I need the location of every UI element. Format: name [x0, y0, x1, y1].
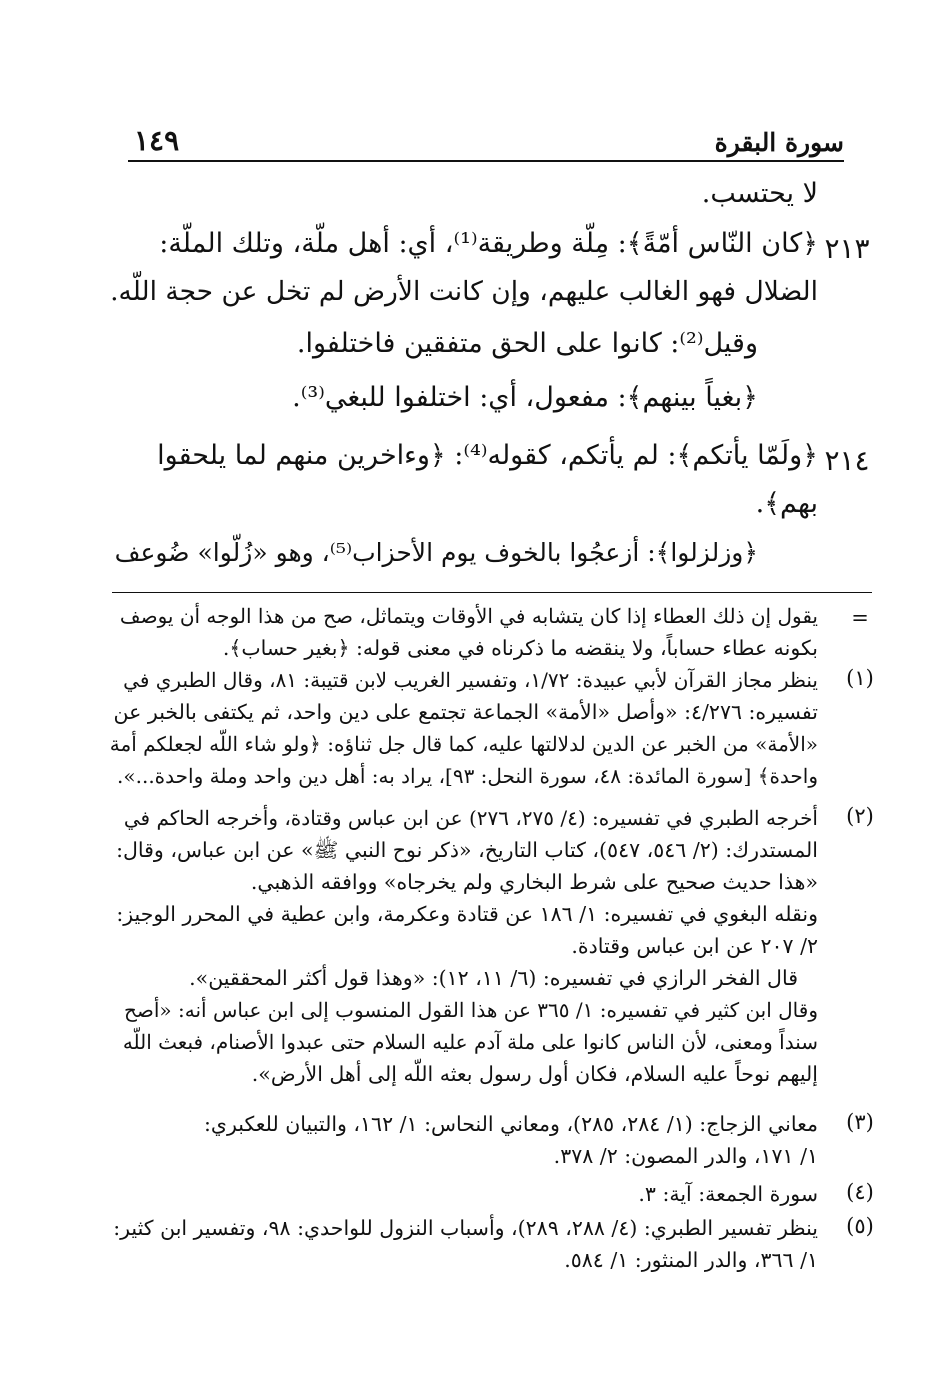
footnote-3-line-2: ١/ ١٧١، والدر المصون: ٢/ ٣٧٨. — [553, 1144, 818, 1168]
footnote-2-line-2: المستدرك: (٢/ ٥٤٦، ٥٤٧)، كتاب التاريخ، «ذكر نوح النبي ﷺ» عن ابن عباس، وقال: — [116, 838, 818, 862]
footnote-3-line-1: معاني الزجاج: (١/ ٢٨٤، ٢٨٥)، ومعاني النحاس: ١/ ١٦٢، والتبيان للعكبري: — [204, 1112, 818, 1136]
verse-214-line-1: ﴿ولَمّا يأتكم﴾: لم يأتكم، كقوله⁽⁴⁾: ﴿وءاخرين منهم لما يلحقوا — [157, 440, 818, 471]
footnote-2-number: (٢) — [846, 804, 874, 828]
footnote-1-line-4: واحدة﴾ [سورة المائدة: ٤٨، سورة النحل: ٩٣]، يراد به: أهل دين واحد وملة واحدة...». — [117, 764, 818, 788]
footnote-2-line-8: سنداً ومعنى، لأن الناس كانوا على ملة آدم عليه السلام حتى عبدوا الأصنام، فبعث اللّه — [122, 1030, 818, 1054]
footnote-2-line-4: ونقله البغوي في تفسيره: ١/ ١٨٦ عن قتادة وعكرمة، وابن عطية في المحرر الوجيز: — [116, 902, 818, 926]
page-number: ١٤٩ — [134, 124, 180, 157]
footnote-separator — [112, 592, 872, 593]
footnote-5-number: (٥) — [846, 1214, 874, 1238]
surah-title: سورة البقرة — [714, 128, 844, 157]
footnote-2-line-9: إليهم نوحاً عليه السلام، فكان أول رسول بعثه اللّه إلى أهل الأرض». — [251, 1062, 818, 1086]
footnote-5-line-1: ينظر تفسير الطبري: (٤/ ٢٨٨، ٢٨٩)، وأسباب النزول للواحدي: ٩٨، وتفسير ابن كثير: — [113, 1216, 818, 1240]
footnote-2-line-6: قال الفخر الرازي في تفسيره: (٦/ ١١، ١٢): «وهذا قول أكثر المحققين». — [189, 966, 798, 990]
body-line-0: لا يحتسب. — [701, 178, 818, 209]
header-rule — [128, 160, 844, 162]
verse-number-214: ٢١٤ — [824, 444, 870, 477]
footnote-2-line-1: أخرجه الطبري في تفسيره: (٤/ ٢٧٥، ٢٧٦) عن ابن عباس وقتادة، وأخرجه الحاكم في — [123, 806, 818, 830]
footnote-cont-line-2: بكونه عطاء حساباً، ولا ينقضه ما ذكرناه في معنى قوله: ﴿بغير حساب﴾. — [222, 636, 818, 660]
footnote-3-number: (٣) — [846, 1110, 874, 1134]
running-header — [128, 118, 844, 162]
footnote-1-line-2: تفسيره: ٤/٢٧٦: «وأصل «الأمة» الجماعة تجتمع على دين واحد، ثم يكتفى بالخبر عن — [113, 700, 818, 724]
verse-214-line-3: ﴿وزلزلوا﴾: أزعجُوا بالخوف يوم الأحزاب⁽⁵⁾، وهو «زُلّوا» ضُوعف — [114, 538, 758, 567]
footnote-1-line-1: ينظر مجاز القرآن لأبي عبيدة: ١/٧٢، وتفسير الغريب لابن قتيبة: ٨١، وقال الطبري في — [123, 668, 818, 692]
verse-213-line-4: ﴿بغياً بينهم﴾: مفعول، أي: اختلفوا للبغي⁽³⁾. — [292, 382, 758, 413]
verse-214-line-2: بهم﴾. — [755, 488, 818, 519]
footnote-continuation-mark: = — [851, 606, 869, 630]
verse-213-line-1: ﴿كان النّاس أمّةً﴾: مِلّة وطريقة⁽¹⁾، أي: أهل ملّة، وتلك الملّة: — [159, 228, 818, 259]
footnote-1-line-3: «الأمة» من الخبر عن الدين لدلالتها عليه، كما قال جل ثناؤه: ﴿ولو شاء اللّه لجعلكم أمة — [109, 732, 818, 756]
verse-number-213: ٢١٣ — [824, 232, 870, 265]
footnote-5-line-2: ١/ ٣٦٦، والدر المنثور: ١/ ٥٨٤. — [564, 1248, 818, 1272]
footnote-2-line-5: ٢/ ٢٠٧ عن ابن عباس وقتادة. — [571, 934, 818, 958]
footnote-4-line-1: سورة الجمعة: آية: ٣. — [638, 1182, 818, 1206]
verse-213-line-2: الضلال فهو الغالب عليهم، وإن كانت الأرض لم تخل عن حجة اللّه. — [110, 276, 818, 307]
footnote-4-number: (٤) — [846, 1180, 874, 1204]
verse-213-line-3: وقيل⁽²⁾: كانوا على الحق متفقين فاختلفوا. — [296, 328, 758, 359]
footnote-2-line-3: «هذا حديث صحيح على شرط البخاري ولم يخرجاه» ووافقه الذهبي. — [250, 870, 818, 894]
footnote-2-line-7: وقال ابن كثير في تفسيره: ١/ ٣٦٥ عن هذا القول المنسوب إلى ابن عباس أنه: «أصح — [123, 998, 818, 1022]
footnote-cont-line-1: يقول إن ذلك العطاء إذا كان يتشابه في الأوقات ويتماثل، صح من هذا الوجه أن يوصف — [119, 604, 818, 628]
footnote-1-number: (١) — [846, 666, 874, 690]
